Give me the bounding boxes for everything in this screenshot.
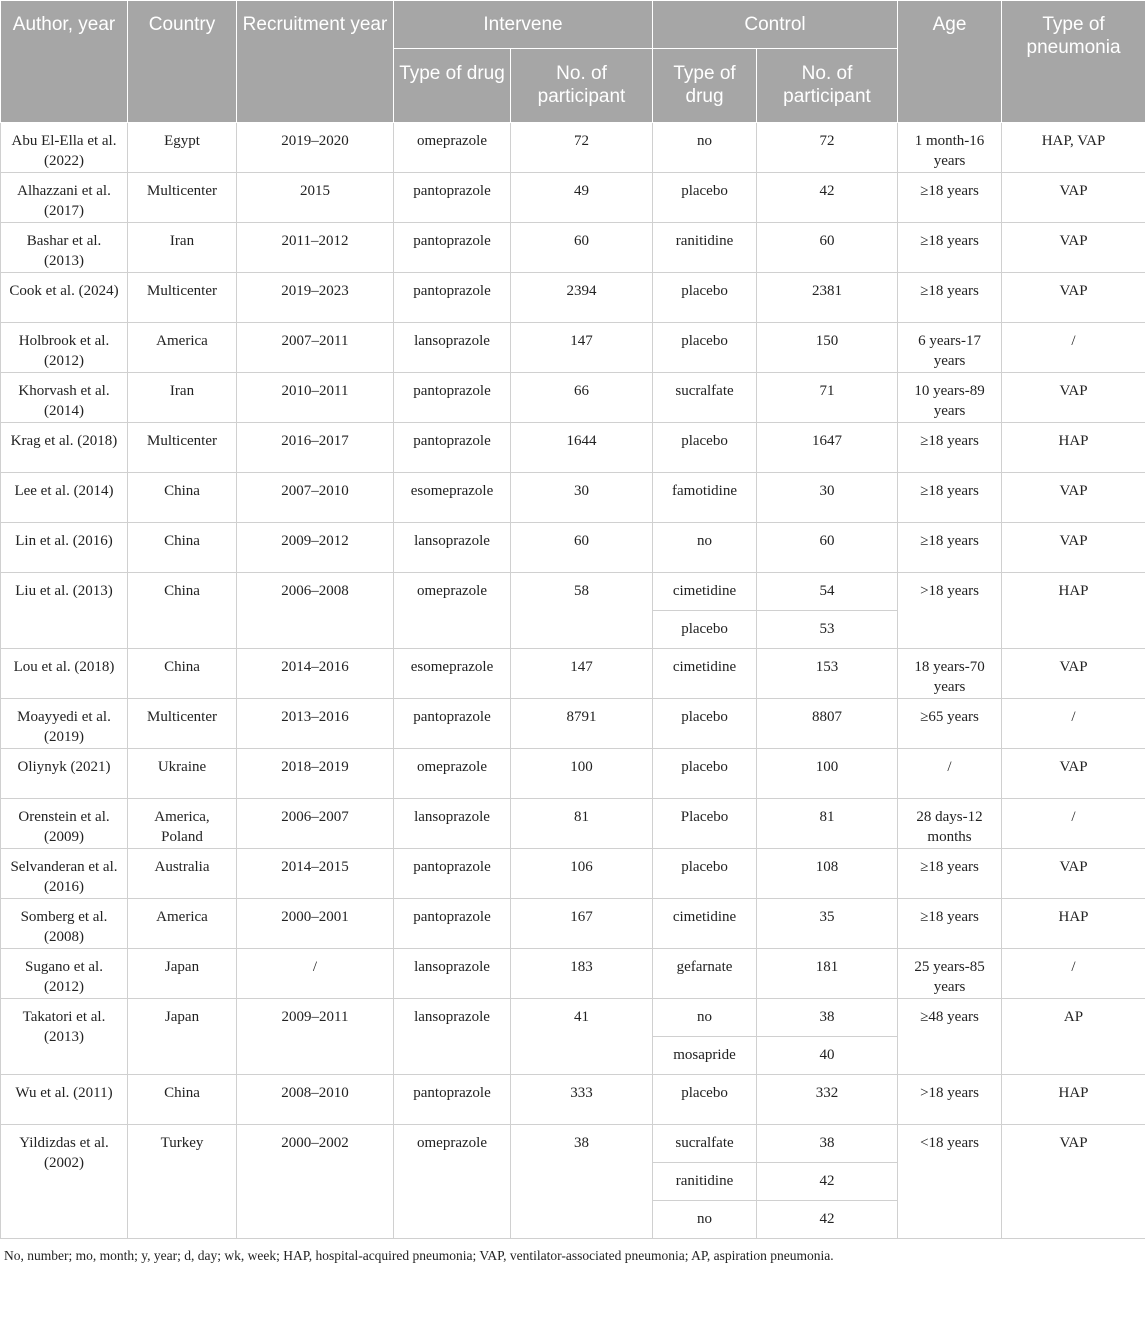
cell-type-of-pneumonia: / [1002, 323, 1145, 373]
table-row [1, 849, 1145, 899]
cell-recruitment-year: 2009–2012 [237, 523, 394, 573]
cell-age: 1 month-16 years [898, 123, 1002, 173]
cell-country: China [128, 473, 237, 523]
cell-control-drug: placebo [653, 1075, 757, 1125]
cell-intervene-count: 147 [511, 649, 653, 699]
header-age: Age [898, 1, 1002, 123]
cell-author: Khorvash et al. (2014) [1, 373, 128, 423]
cell-country: Japan [128, 999, 237, 1075]
header-author: Author, year [1, 1, 128, 123]
cell-intervene-count: 58 [511, 573, 653, 649]
table-row [1, 423, 1145, 473]
cell-control-drug: placebo [653, 273, 757, 323]
cell-country: Multicenter [128, 173, 237, 223]
cell-author: Yildizdas et al. (2002) [1, 1125, 128, 1239]
cell-type-of-pneumonia: VAP [1002, 1125, 1145, 1239]
cell-age: ≥65 years [898, 699, 1002, 749]
header-intervene-count: No. of participant [511, 49, 653, 123]
cell-control-drug: mosapride [653, 1037, 757, 1075]
cell-recruitment-year: 2000–2001 [237, 899, 394, 949]
cell-control-drug: sucralfate [653, 1125, 757, 1163]
cell-control-count: 1647 [757, 423, 898, 473]
table-row [1, 649, 1145, 699]
cell-intervene-count: 183 [511, 949, 653, 999]
cell-intervene-drug: esomeprazole [394, 473, 511, 523]
cell-recruitment-year: 2019–2023 [237, 273, 394, 323]
cell-country: Turkey [128, 1125, 237, 1239]
cell-control-count: 35 [757, 899, 898, 949]
cell-country: America [128, 323, 237, 373]
cell-intervene-drug: pantoprazole [394, 273, 511, 323]
table-row [1, 273, 1145, 323]
cell-age: ≥18 years [898, 173, 1002, 223]
cell-control-drug: placebo [653, 749, 757, 799]
table-row [1, 473, 1145, 523]
cell-control-count: 42 [757, 173, 898, 223]
cell-recruitment-year: 2009–2011 [237, 999, 394, 1075]
cell-country: China [128, 1075, 237, 1125]
cell-type-of-pneumonia: VAP [1002, 273, 1145, 323]
cell-control-drug: famotidine [653, 473, 757, 523]
cell-author: Takatori et al. (2013) [1, 999, 128, 1075]
cell-author: Abu El-Ella et al. (2022) [1, 123, 128, 173]
cell-author: Moayyedi et al. (2019) [1, 699, 128, 749]
cell-control-drug: no [653, 523, 757, 573]
cell-control-drug: sucralfate [653, 373, 757, 423]
cell-intervene-count: 167 [511, 899, 653, 949]
table-row [1, 373, 1145, 423]
table-row [1, 1125, 1145, 1163]
cell-control-count: 30 [757, 473, 898, 523]
cell-intervene-drug: pantoprazole [394, 423, 511, 473]
cell-intervene-count: 72 [511, 123, 653, 173]
cell-recruitment-year: 2007–2011 [237, 323, 394, 373]
table-row [1, 573, 1145, 611]
header-control-drug: Type of drug [653, 49, 757, 123]
cell-control-count: 2381 [757, 273, 898, 323]
cell-intervene-count: 49 [511, 173, 653, 223]
cell-age: 28 days-12 months [898, 799, 1002, 849]
cell-intervene-drug: lansoprazole [394, 999, 511, 1075]
cell-control-count: 40 [757, 1037, 898, 1075]
cell-control-count: 100 [757, 749, 898, 799]
table-row [1, 223, 1145, 273]
cell-intervene-drug: pantoprazole [394, 899, 511, 949]
cell-recruitment-year: 2013–2016 [237, 699, 394, 749]
table-row [1, 999, 1145, 1037]
cell-type-of-pneumonia: HAP [1002, 899, 1145, 949]
cell-intervene-count: 8791 [511, 699, 653, 749]
cell-control-drug: no [653, 123, 757, 173]
cell-control-count: 38 [757, 1125, 898, 1163]
cell-country: America, Poland [128, 799, 237, 849]
cell-control-drug: gefarnate [653, 949, 757, 999]
cell-intervene-drug: pantoprazole [394, 849, 511, 899]
cell-country: Egypt [128, 123, 237, 173]
cell-intervene-count: 2394 [511, 273, 653, 323]
cell-control-count: 53 [757, 611, 898, 649]
cell-author: Orenstein et al. (2009) [1, 799, 128, 849]
cell-control-count: 38 [757, 999, 898, 1037]
table-row [1, 323, 1145, 373]
cell-control-count: 42 [757, 1163, 898, 1201]
cell-type-of-pneumonia: VAP [1002, 649, 1145, 699]
cell-age: <18 years [898, 1125, 1002, 1239]
cell-control-count: 54 [757, 573, 898, 611]
cell-intervene-count: 66 [511, 373, 653, 423]
cell-control-count: 8807 [757, 699, 898, 749]
cell-type-of-pneumonia: VAP [1002, 223, 1145, 273]
cell-author: Somberg et al. (2008) [1, 899, 128, 949]
cell-intervene-count: 38 [511, 1125, 653, 1239]
cell-country: Multicenter [128, 699, 237, 749]
cell-age: ≥18 years [898, 523, 1002, 573]
cell-intervene-drug: lansoprazole [394, 799, 511, 849]
cell-recruitment-year: 2006–2008 [237, 573, 394, 649]
cell-recruitment-year: 2019–2020 [237, 123, 394, 173]
header-control: Control [653, 1, 898, 49]
table-row [1, 123, 1145, 173]
cell-type-of-pneumonia: VAP [1002, 523, 1145, 573]
cell-intervene-drug: pantoprazole [394, 223, 511, 273]
cell-country: China [128, 523, 237, 573]
cell-intervene-drug: pantoprazole [394, 699, 511, 749]
cell-country: Japan [128, 949, 237, 999]
table-row [1, 1075, 1145, 1125]
table-row [1, 749, 1145, 799]
cell-author: Lin et al. (2016) [1, 523, 128, 573]
cell-author: Wu et al. (2011) [1, 1075, 128, 1125]
cell-intervene-count: 41 [511, 999, 653, 1075]
cell-type-of-pneumonia: AP [1002, 999, 1145, 1075]
cell-control-drug: ranitidine [653, 223, 757, 273]
cell-control-drug: cimetidine [653, 573, 757, 611]
cell-control-drug: cimetidine [653, 649, 757, 699]
table-header [1, 1, 1145, 123]
cell-control-count: 60 [757, 523, 898, 573]
cell-author: Lee et al. (2014) [1, 473, 128, 523]
cell-age: ≥18 years [898, 849, 1002, 899]
cell-control-count: 71 [757, 373, 898, 423]
cell-author: Holbrook et al. (2012) [1, 323, 128, 373]
header-control-count: No. of participant [757, 49, 898, 123]
cell-type-of-pneumonia: VAP [1002, 173, 1145, 223]
table-row [1, 799, 1145, 849]
cell-age: ≥48 years [898, 999, 1002, 1075]
cell-age: ≥18 years [898, 473, 1002, 523]
cell-type-of-pneumonia: / [1002, 949, 1145, 999]
cell-control-count: 42 [757, 1201, 898, 1239]
cell-type-of-pneumonia: VAP [1002, 749, 1145, 799]
cell-country: Iran [128, 373, 237, 423]
cell-intervene-drug: omeprazole [394, 573, 511, 649]
cell-intervene-drug: lansoprazole [394, 323, 511, 373]
cell-control-drug: Placebo [653, 799, 757, 849]
cell-recruitment-year: 2000–2002 [237, 1125, 394, 1239]
cell-type-of-pneumonia: / [1002, 799, 1145, 849]
cell-country: Ukraine [128, 749, 237, 799]
cell-intervene-drug: omeprazole [394, 123, 511, 173]
cell-type-of-pneumonia: HAP [1002, 573, 1145, 649]
cell-recruitment-year: 2015 [237, 173, 394, 223]
cell-control-count: 60 [757, 223, 898, 273]
header-intervene-drug: Type of drug [394, 49, 511, 123]
cell-control-drug: placebo [653, 699, 757, 749]
table-row [1, 173, 1145, 223]
cell-author: Lou et al. (2018) [1, 649, 128, 699]
cell-age: ≥18 years [898, 423, 1002, 473]
cell-intervene-drug: lansoprazole [394, 949, 511, 999]
cell-control-count: 72 [757, 123, 898, 173]
cell-age: 18 years-70 years [898, 649, 1002, 699]
cell-recruitment-year: 2016–2017 [237, 423, 394, 473]
cell-age: / [898, 749, 1002, 799]
cell-intervene-drug: pantoprazole [394, 173, 511, 223]
cell-control-count: 81 [757, 799, 898, 849]
cell-control-drug: placebo [653, 849, 757, 899]
cell-author: Sugano et al. (2012) [1, 949, 128, 999]
cell-recruitment-year: 2018–2019 [237, 749, 394, 799]
cell-control-drug: placebo [653, 423, 757, 473]
cell-intervene-count: 60 [511, 223, 653, 273]
cell-control-count: 108 [757, 849, 898, 899]
cell-type-of-pneumonia: VAP [1002, 849, 1145, 899]
table-row [1, 949, 1145, 999]
cell-intervene-drug: pantoprazole [394, 373, 511, 423]
cell-control-drug: ranitidine [653, 1163, 757, 1201]
cell-type-of-pneumonia: HAP, VAP [1002, 123, 1145, 173]
cell-age: 25 years-85 years [898, 949, 1002, 999]
cell-intervene-count: 106 [511, 849, 653, 899]
cell-recruitment-year: 2007–2010 [237, 473, 394, 523]
cell-intervene-count: 147 [511, 323, 653, 373]
cell-author: Oliynyk (2021) [1, 749, 128, 799]
cell-control-count: 181 [757, 949, 898, 999]
cell-control-count: 150 [757, 323, 898, 373]
cell-recruitment-year: 2006–2007 [237, 799, 394, 849]
table-row [1, 523, 1145, 573]
cell-type-of-pneumonia: HAP [1002, 423, 1145, 473]
cell-intervene-drug: omeprazole [394, 1125, 511, 1239]
cell-author: Alhazzani et al. (2017) [1, 173, 128, 223]
cell-age: >18 years [898, 1075, 1002, 1125]
cell-intervene-drug: lansoprazole [394, 523, 511, 573]
cell-control-drug: placebo [653, 323, 757, 373]
cell-author: Selvanderan et al. (2016) [1, 849, 128, 899]
cell-author: Cook et al. (2024) [1, 273, 128, 323]
cell-country: Multicenter [128, 273, 237, 323]
cell-control-drug: placebo [653, 173, 757, 223]
header-country: Country [128, 1, 237, 123]
cell-intervene-count: 81 [511, 799, 653, 849]
cell-country: America [128, 899, 237, 949]
cell-type-of-pneumonia: VAP [1002, 473, 1145, 523]
cell-type-of-pneumonia: VAP [1002, 373, 1145, 423]
table-row [1, 899, 1145, 949]
cell-author: Bashar et al. (2013) [1, 223, 128, 273]
cell-recruitment-year: 2011–2012 [237, 223, 394, 273]
cell-intervene-count: 100 [511, 749, 653, 799]
cell-country: China [128, 573, 237, 649]
table-row [1, 699, 1145, 749]
cell-control-drug: no [653, 999, 757, 1037]
cell-intervene-drug: pantoprazole [394, 1075, 511, 1125]
header-type-of-pneumonia: Type of pneumonia [1002, 1, 1145, 123]
cell-control-drug: cimetidine [653, 899, 757, 949]
cell-intervene-drug: esomeprazole [394, 649, 511, 699]
table-body [1, 123, 1145, 1239]
cell-type-of-pneumonia: / [1002, 699, 1145, 749]
cell-country: Multicenter [128, 423, 237, 473]
cell-age: 6 years-17 years [898, 323, 1002, 373]
cell-recruitment-year: 2014–2016 [237, 649, 394, 699]
cell-intervene-drug: omeprazole [394, 749, 511, 799]
cell-country: China [128, 649, 237, 699]
cell-control-count: 332 [757, 1075, 898, 1125]
cell-recruitment-year: / [237, 949, 394, 999]
cell-author: Liu et al. (2013) [1, 573, 128, 649]
cell-control-count: 153 [757, 649, 898, 699]
cell-recruitment-year: 2008–2010 [237, 1075, 394, 1125]
cell-age: 10 years-89 years [898, 373, 1002, 423]
header-recruitment-year: Recruitment year [237, 1, 394, 123]
header-intervene: Intervene [394, 1, 653, 49]
cell-age: >18 years [898, 573, 1002, 649]
cell-age: ≥18 years [898, 273, 1002, 323]
cell-country: Iran [128, 223, 237, 273]
cell-intervene-count: 30 [511, 473, 653, 523]
cell-type-of-pneumonia: HAP [1002, 1075, 1145, 1125]
cell-control-drug: no [653, 1201, 757, 1239]
cell-age: ≥18 years [898, 899, 1002, 949]
table-footnote: No, number; mo, month; y, year; d, day; wk, week; HAP, hospital-acquired pneumonia; VAP, ventilator-associated pneumonia; AP, aspiration pneumonia. [4, 1248, 834, 1263]
cell-country: Australia [128, 849, 237, 899]
cell-intervene-count: 1644 [511, 423, 653, 473]
cell-recruitment-year: 2010–2011 [237, 373, 394, 423]
cell-recruitment-year: 2014–2015 [237, 849, 394, 899]
cell-author: Krag et al. (2018) [1, 423, 128, 473]
cell-intervene-count: 333 [511, 1075, 653, 1125]
cell-age: ≥18 years [898, 223, 1002, 273]
cell-intervene-count: 60 [511, 523, 653, 573]
cell-control-drug: placebo [653, 611, 757, 649]
